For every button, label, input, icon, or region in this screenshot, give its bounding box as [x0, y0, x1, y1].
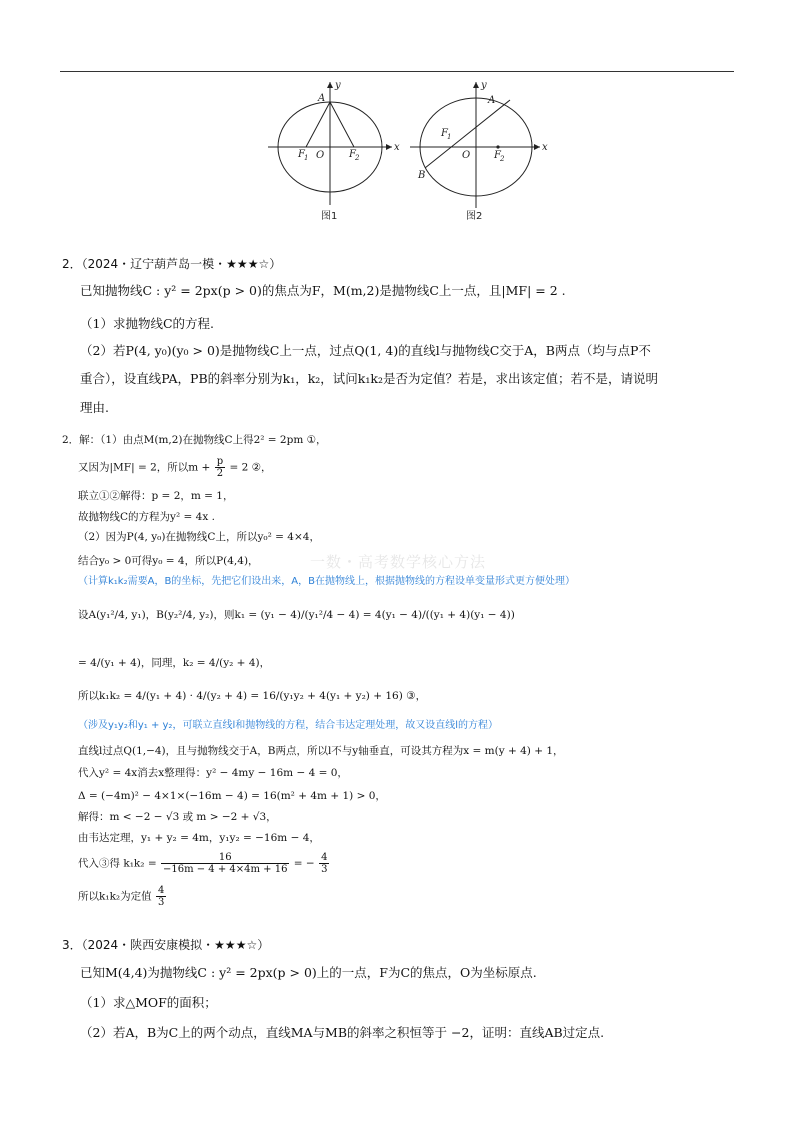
fig2-point-f2 [496, 145, 499, 148]
solution-line-15 [78, 852, 330, 875]
solution-line-4: 故抛物线C的方程为y² = 4x . [78, 511, 215, 523]
solution-line-1: 2．解：（1）由点M(m,2)在抛物线C上得2² = 2pm ①， [62, 434, 327, 446]
fig1-caption: 图1 [321, 211, 338, 222]
figures-area [0, 0, 794, 240]
problem-3-header: 3．（2024・陕西安康模拟・★★★☆） [62, 938, 270, 952]
solution-line-11: 代入y² = 4x消去x整理得：y² − 4my − 16m − 4 = 0， [78, 767, 348, 779]
fig2-label-f1: F [441, 128, 448, 139]
fig1-segment-af1 [306, 102, 330, 147]
fraction-denominator: 3 [321, 864, 328, 875]
fig2-y-arrow-icon [473, 82, 479, 88]
fig1-label-a: A [318, 93, 326, 104]
fraction-numerator: 4 [321, 852, 328, 863]
solution-line-9: 所以k₁k₂ = 4/(y₁ + 4) · 4/(y₂ + 4) = 16/(y₁y₂ + 4(y₁ + y₂) + 16) ③， [78, 690, 427, 702]
problem-2-question-2-line-3: 理由. [80, 400, 109, 415]
fraction-numerator: 4 [158, 885, 165, 896]
fig2-label-a: A [488, 95, 496, 106]
fig2-label-b: B [418, 170, 426, 181]
fig1-label-f1-sub: 1 [304, 154, 309, 162]
fig1-label-f1: F [298, 149, 305, 160]
fig2-label-f2: F [494, 150, 501, 161]
fig2-label-f2-sub: 2 [500, 155, 505, 163]
solution-line-2-post: = 2 ②， [229, 461, 272, 474]
fig2-x-arrow-icon [534, 144, 540, 150]
solution-note-1: （计算k₁k₂需要A，B的坐标，先把它们设出来，A，B在抛物线上，根据抛物线的方程设单变量形式更方便处理） [78, 576, 576, 587]
fig1-y-arrow-icon [327, 82, 333, 88]
solution-line-15-pre: 代入③得 k₁k₂ = [78, 857, 157, 870]
fig1-segment-af2 [330, 102, 354, 147]
solution-line-6: 结合y₀ > 0可得y₀ = 4，所以P(4,4)， [78, 555, 259, 567]
fig1-label-f2: F [349, 149, 356, 160]
problem-3-question-2: （2）若A，B为C上的两个动点，直线MA与MB的斜率之积恒等于 −2，证明：直线AB过定点. [80, 1025, 605, 1040]
fig2-caption: 图2 [466, 211, 483, 222]
solution-line-15-post: = − [293, 857, 315, 870]
problem-2-question-1: （1）求抛物线C的方程. [80, 316, 214, 331]
watermark: 一数・高考数学核心方法 [310, 553, 487, 571]
fraction-k1k2 [161, 852, 289, 875]
fraction-p-over-2 [215, 456, 225, 479]
fig2-label-f1-sub: 1 [447, 133, 452, 141]
solution-line-3: 联立①②解得：p = 2，m = 1， [78, 490, 234, 502]
solution-line-12: Δ = (−4m)² − 4×1×(−16m − 4) = 16(m² + 4m + 1) > 0， [78, 790, 386, 802]
fraction-denominator: −16m − 4 + 4×4m + 16 [162, 864, 288, 875]
fraction-denominator: 3 [158, 897, 165, 908]
fig1-label-o: O [316, 150, 325, 161]
problem-2-stem: 已知抛物线C : y² = 2px(p > 0)的焦点为F，M(m,2)是抛物线C上一点，且|MF| = 2 . [80, 283, 566, 298]
fig1-label-y: y [335, 80, 341, 91]
solution-line-7: 设A(y₁²/4, y₁)，B(y₂²/4, y₂)，则k₁ = (y₁ − 4)/(y₁²/4 − 4) = 4(y₁ − 4)/((y₁ + 4)(y₁ − 4)) [78, 609, 515, 621]
problem-2-header: 2．（2024・辽宁葫芦岛一模・★★★☆） [62, 257, 282, 271]
solution-line-16 [78, 885, 167, 908]
fraction-denominator: 2 [216, 468, 224, 479]
solution-line-13: 解得：m < −2 − √3 或 m > −2 + √3， [78, 811, 277, 823]
solution-note-2: （涉及y₁y₂和y₁ + y₂，可联立直线l和抛物线的方程，结合韦达定理处理，故又设直线l的方程） [78, 720, 498, 731]
solution-line-2 [78, 456, 272, 479]
figure-2 [410, 80, 548, 222]
fig2-label-o: O [462, 150, 471, 161]
fig1-x-arrow-icon [386, 144, 392, 150]
solution-line-10: 直线l过点Q(1,−4)，且与抛物线交于A，B两点，所以l不与y轴垂直，可设其方程为x = m(y + 4) + 1， [78, 745, 564, 757]
fraction-4-over-3 [319, 852, 329, 875]
solution-line-16-pre: 所以k₁k₂为定值 [78, 890, 152, 903]
problem-2-question-2-line-1: （2）若P(4, y₀)(y₀ > 0)是抛物线C上一点，过点Q(1, 4)的直线l与抛物线C交于A，B两点（均与点P不 [80, 343, 651, 358]
solution-line-14: 由韦达定理，y₁ + y₂ = 4m，y₁y₂ = −16m − 4， [78, 832, 320, 844]
solution-line-2-pre: 又因为|MF| = 2，所以m + [78, 461, 211, 474]
solution-line-5: （2）因为P(4, y₀)在抛物线C上，所以y₀² = 4×4， [78, 531, 320, 543]
problem-3-question-1: （1）求△MOF的面积； [80, 995, 217, 1010]
fig1-label-x: x [394, 142, 400, 153]
fig2-label-y: y [481, 80, 487, 91]
problem-3-stem: 已知M(4,4)为抛物线C : y² = 2px(p > 0)上的一点，F为C的焦点，O为坐标原点. [80, 965, 537, 980]
fraction-numerator: p [216, 456, 224, 467]
fig1-label-f2-sub: 2 [355, 154, 360, 162]
fig2-label-x: x [542, 142, 548, 153]
fraction-numerator: 16 [161, 852, 289, 864]
problem-2-question-2-line-2: 重合），设直线PA，PB的斜率分别为k₁，k₂，试问k₁k₂是否为定值？若是，求出该定值；若不是，请说明 [80, 371, 658, 386]
fraction-final [156, 885, 166, 908]
figure-1 [268, 80, 400, 222]
solution-line-8: = 4/(y₁ + 4)，同理，k₂ = 4/(y₂ + 4)， [78, 657, 271, 669]
